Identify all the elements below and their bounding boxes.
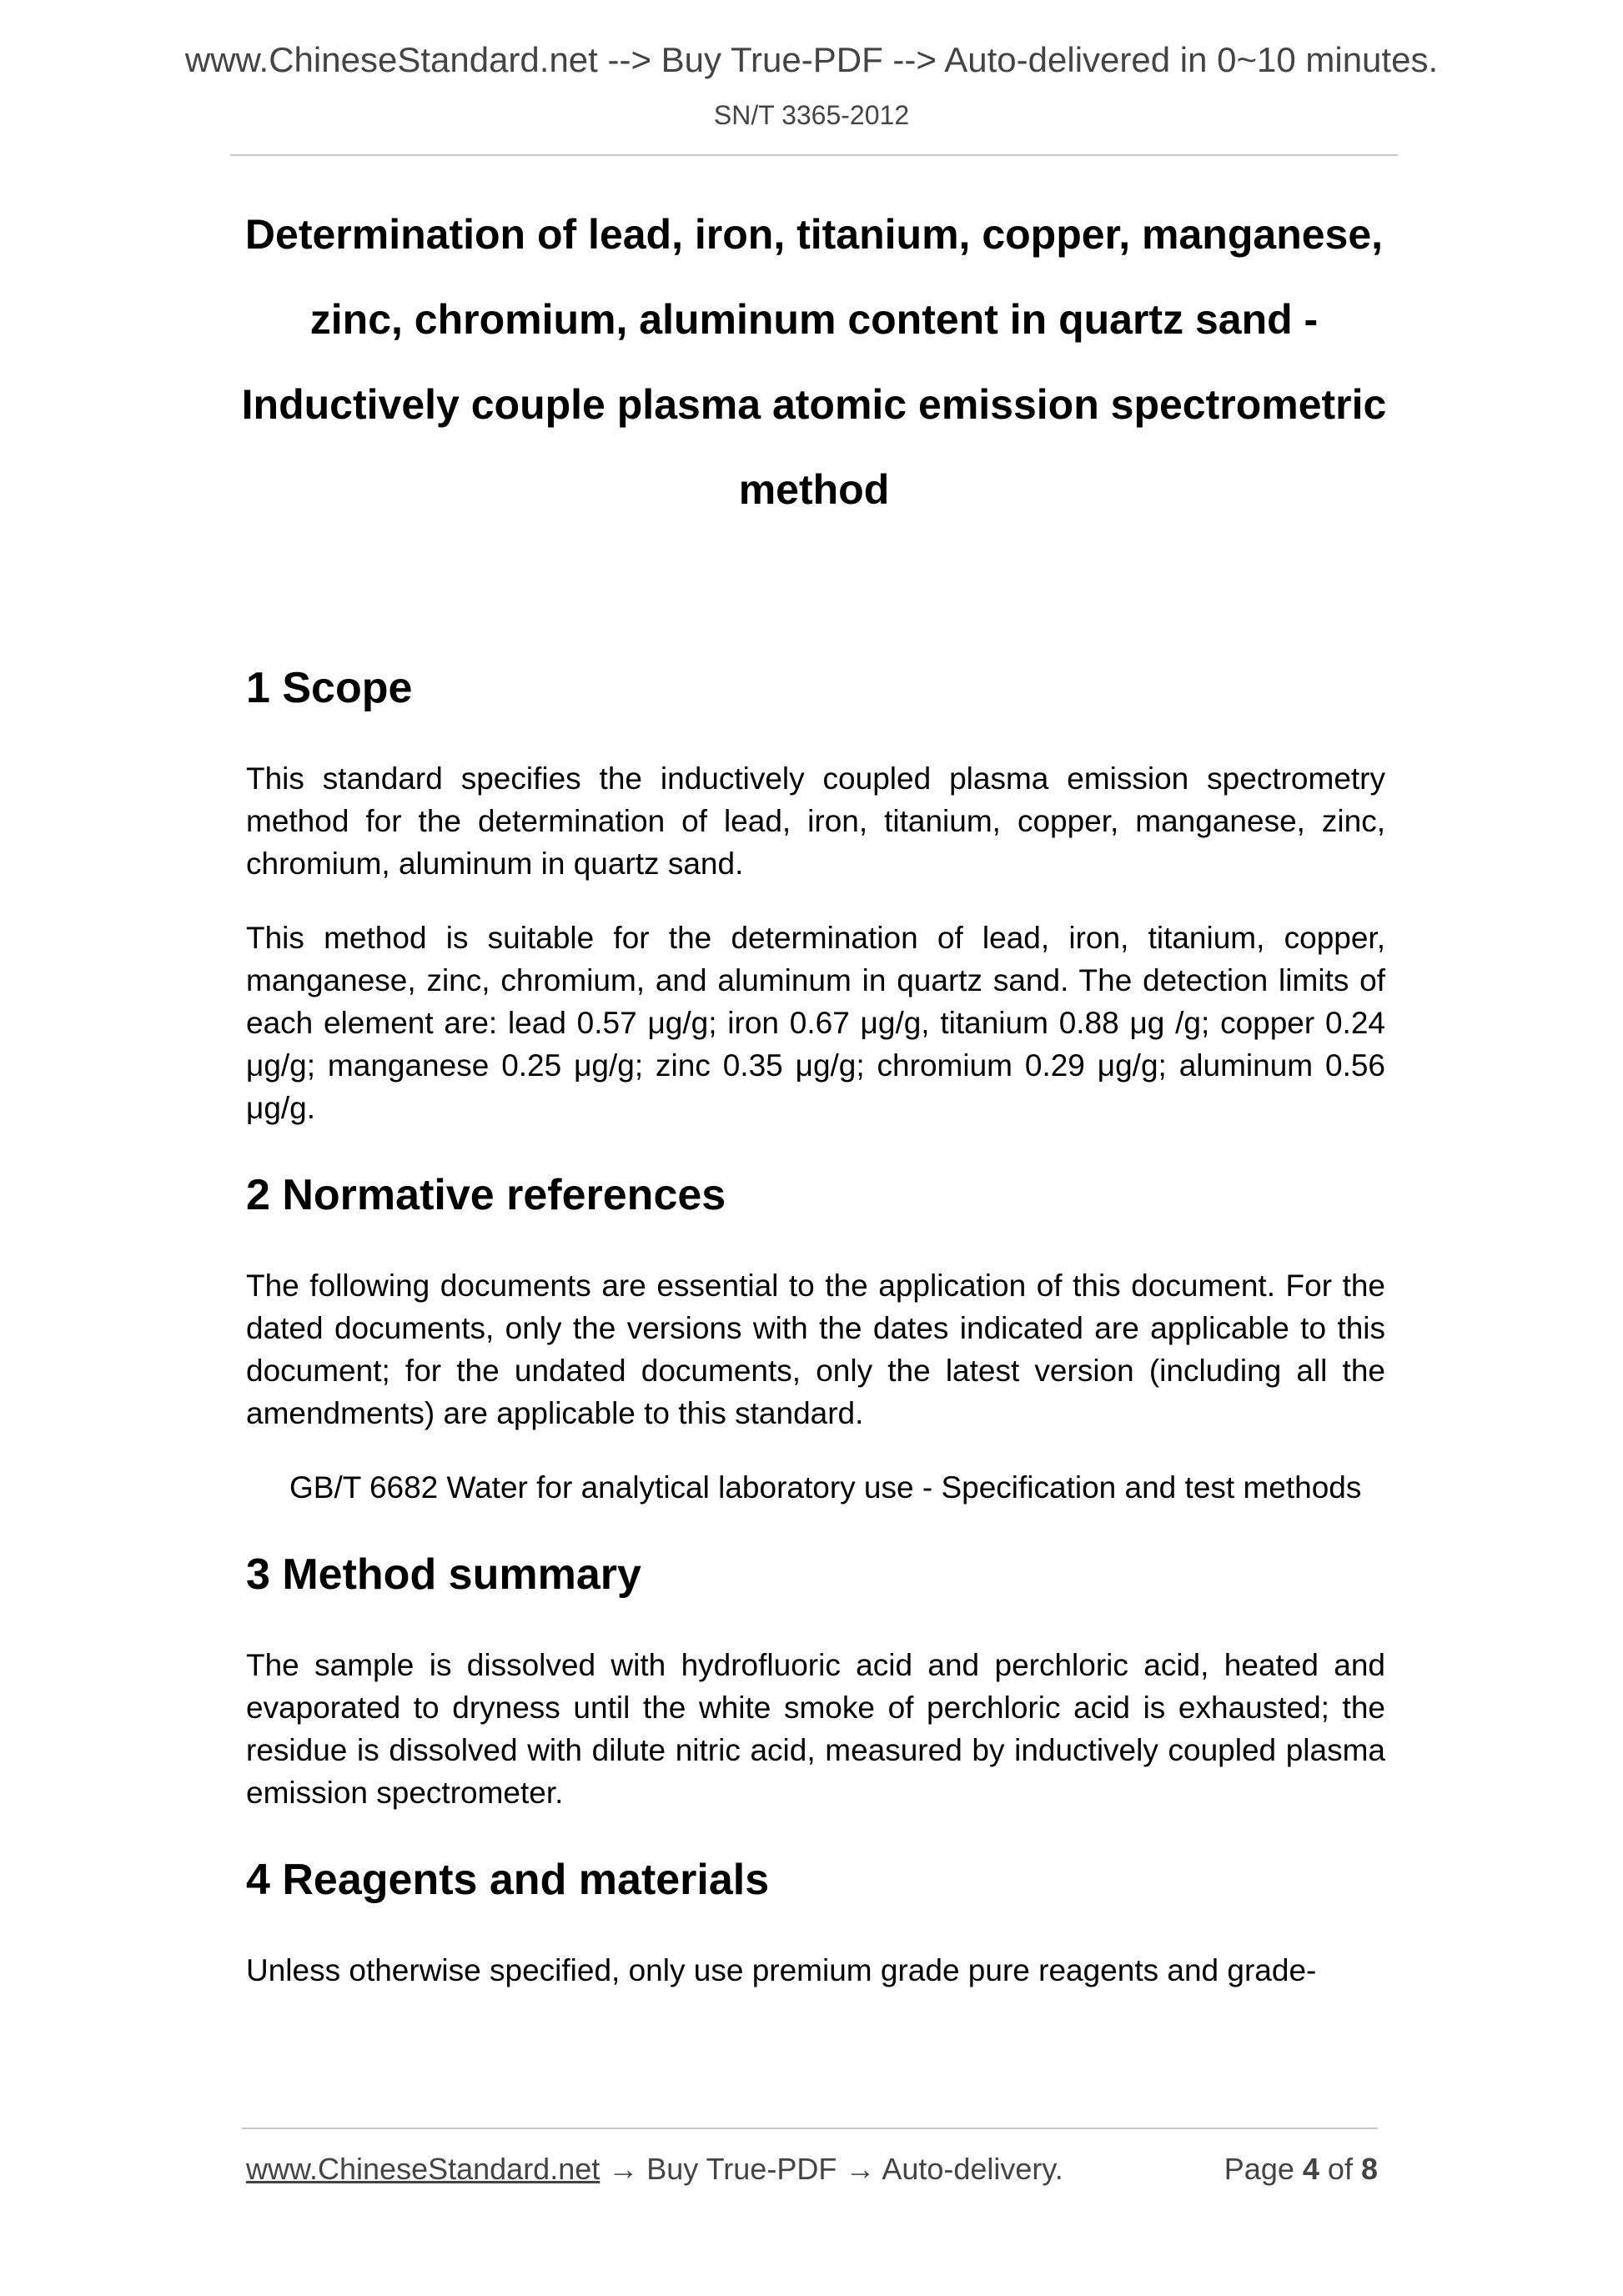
page-of-label: of [1327,2152,1353,2186]
total-page-count: 8 [1360,2152,1378,2186]
footer-left [246,2150,1063,2188]
footer-website-link[interactable]: www.ChineseStandard.net [246,2152,600,2186]
normative-paragraph-1: The following documents are essential to the application of this document. For the dated documents, only the versions with the dates indicated are applicable to this document; for the undated documents, only the latest version (including all the amendments) are applicable to this standard. [246,1269,1385,1430]
scope-paragraph-2: This method is suitable for the determination of lead, iron, titanium, copper, manganese, zinc, chromium, and aluminum in quartz sand. The detection limits of each element are: lead 0.57 μg/g; iron 0.67 μg/g, titanium 0.88 μg /g; copper 0.24 μg/g; manganese 0.25 μg/g; zinc 0.35 μg/g; chromium 0.29 μg/g; aluminum 0.56 μg/g. [246,921,1385,1125]
normative-reference-item: GB/T 6682 Water for analytical laboratory use - Specification and test methods [289,1470,1362,1505]
top-banner: www.ChineseStandard.net --> Buy True-PDF --> Auto-delivered in 0~10 minutes. [184,40,1439,79]
page-number [1224,2150,1378,2188]
current-page-number: 4 [1302,2152,1319,2186]
section-heading-method-summary: 3 Method summary [246,1550,641,1599]
scope-paragraph-1: This standard specifies the inductively coupled plasma emission spectrometry method for the determination of lead, iron, titanium, copper, manganese, zinc, chromium, aluminum in quartz sand. [246,761,1385,881]
document-title: Determination of lead, iron, titanium, copper, manganese, zinc, chromium, aluminum content in quartz sand - Inductively couple plasma atomic emission spectrometric method [241,211,1387,513]
footer-delivery-text: → Buy True-PDF → Auto-delivery. [600,2152,1063,2186]
footer-divider [242,2128,1378,2129]
method-summary-paragraph: The sample is dissolved with hydrofluoric acid and perchloric acid, heated and evaporated to dryness until the white smoke of perchloric acid is exhausted; the residue is dissolved with dilute nitric acid, measured by inductively coupled plasma emission spectrometer. [246,1648,1385,1810]
header-divider [230,154,1398,156]
document-body [246,659,1385,1992]
reagents-paragraph: Unless otherwise specified, only use premium grade pure reagents and grade- [246,1953,1317,1987]
section-heading-normative-references: 2 Normative references [246,1171,726,1219]
standard-code: SN/T 3365-2012 [713,100,910,130]
page-label: Page [1224,2152,1294,2186]
section-heading-scope: 1 Scope [246,664,413,712]
section-heading-reagents-materials: 4 Reagents and materials [246,1856,770,1904]
